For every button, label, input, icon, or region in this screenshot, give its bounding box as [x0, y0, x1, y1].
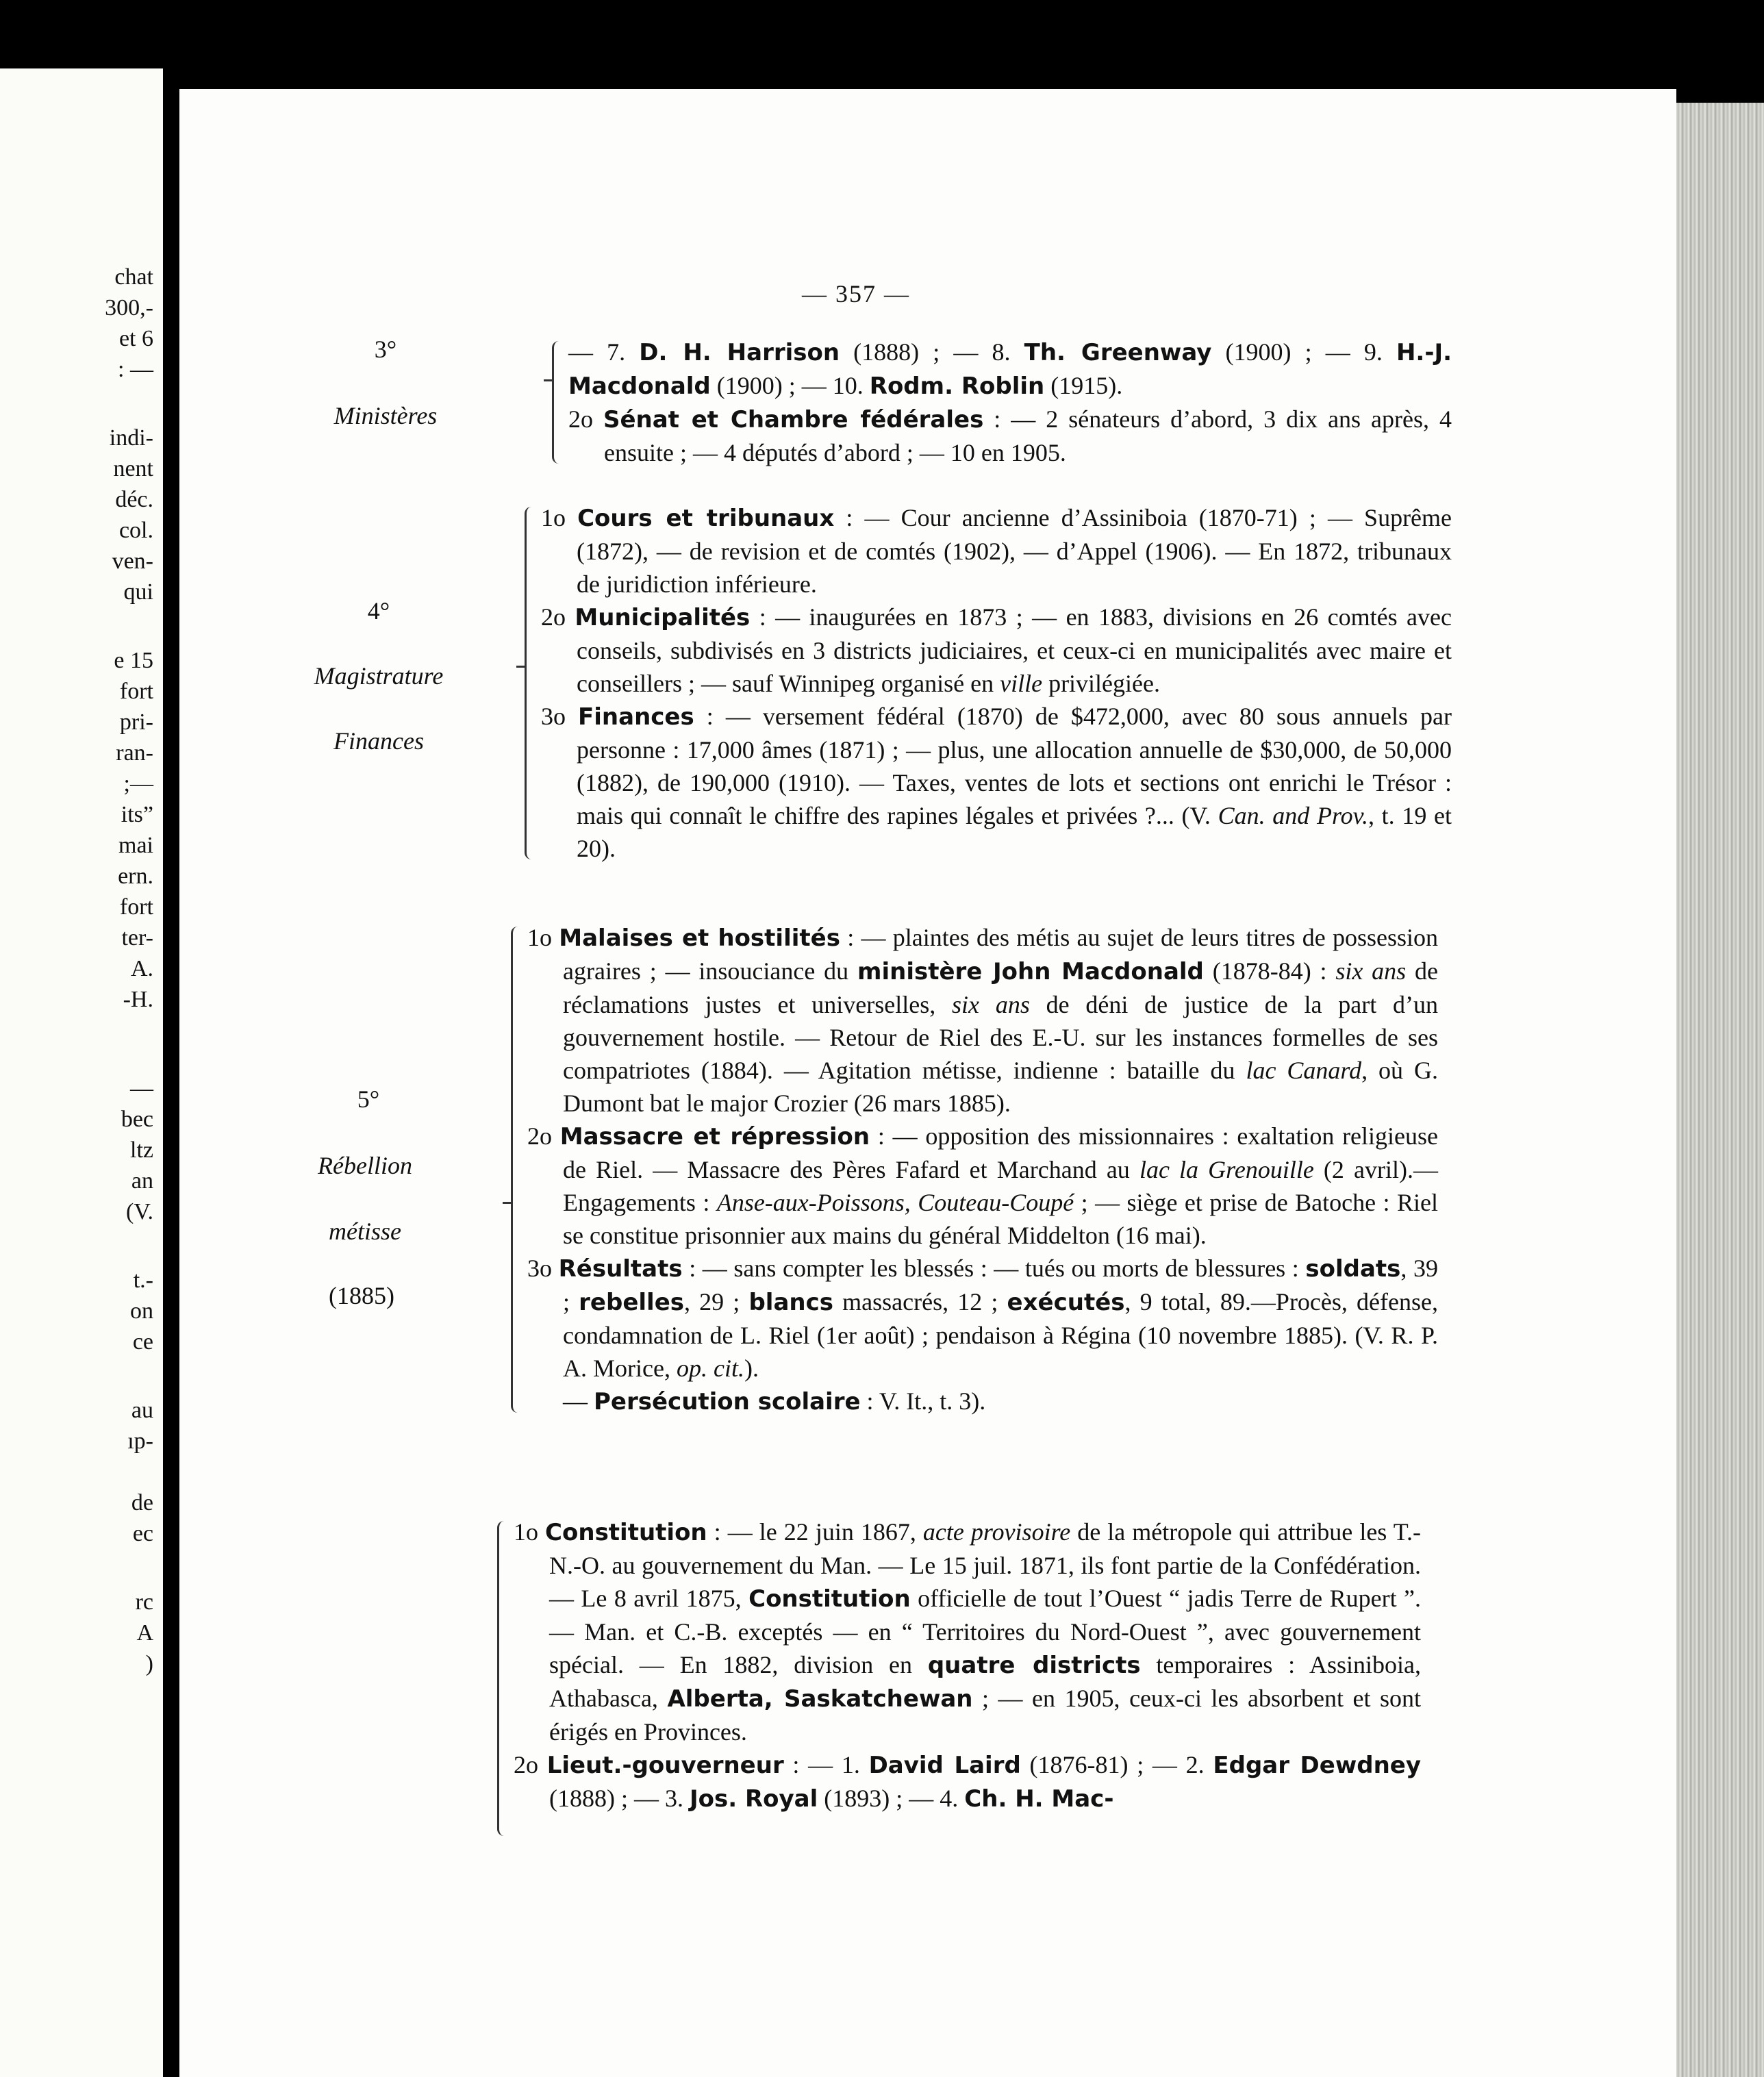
left-page-line: ;—: [123, 771, 153, 796]
left-page-line: A.: [130, 956, 153, 981]
magistrature-number: 4°: [367, 597, 390, 625]
left-page-line: -H.: [123, 987, 153, 1012]
finances-p3: 3o Finances : — versement fédéral (1870) de $472,000, avec 80 sous annuels par personne : 17,000 âmes (1871) ; — plus, une allocation annuelle de $30,000, de 50,000 (1882), de 190,000 (1910). — Taxes, ventes de lots et sections ont enrichi le Trésor : mais qui connaît le chiffre des rapines légales et privées ?... (V. Can. and Prov., t. 19 et 20).: [541, 703, 1452, 862]
ministeres-label: Ministères: [333, 402, 438, 429]
left-page-line: nent: [113, 456, 153, 481]
magistrature-p2: 2o Municipalités : — inaugurées en 1873 ; — en 1883, divisions en 26 comtés avec conseils, subdivisés en 3 districts judiciaires, et ceux-ci en municipalités avec maire et conseillers ; — sauf Winnipeg organisé en ville privilégiée.: [541, 603, 1452, 697]
magistrature-p1: 1o Cours et tribunaux : — Cour ancienne d’Assiniboia (1870-71) ; — Suprême (1872), — de revision et de comtés (1902), — d’Appel (1906). — En 1872, tribunaux de juridiction inférieure.: [541, 504, 1452, 598]
metisse-label: métisse: [329, 1218, 401, 1245]
section-ministeres: [568, 336, 1452, 469]
finances-label: Finances: [333, 727, 424, 755]
page-edge-stack: [1676, 103, 1764, 2077]
left-page-line: ter-: [121, 925, 153, 951]
left-page-line: de: [131, 1490, 153, 1515]
rebellion-p1: 1o Malaises et hostilités : — plaintes des métis au sujet de leurs titres de possession agraires ; — insouciance du ministère John Macdonald (1878-84) : six ans de réclamations justes et universelles, six ans de déni de justice de la part d’un gouvernement hostile. — Retour de Riel des E.-U. sur les instances formelles de ses compatriotes (1884). — Agitation métisse, indienne : bataille du lac Canard, où G. Dumont bat le major Crozier (26 mars 1885).: [527, 924, 1439, 1117]
left-page-line: au: [131, 1398, 153, 1423]
left-page-line: A: [136, 1620, 153, 1646]
left-page-line: ven-: [112, 549, 153, 574]
left-page-line: its”: [121, 802, 153, 827]
left-page-line: pri-: [119, 709, 153, 735]
left-page-line: 300,-: [105, 295, 153, 320]
left-page-line: ltz: [130, 1137, 153, 1163]
left-page-line: col.: [118, 518, 153, 543]
rebellion-p3: 3o Résultats : — sans compter les blessés : — tués ou morts de blessures : soldats, 39 ; rebelles, 29 ; blancs massacrés, 12 ; exécutés, 9 total, 89.—Procès, défense, condamnation de L. Riel (1er août) ; pendaison à Régina (10 novembre 1885). (V. R. P. A. Morice, op. cit.).: [527, 1255, 1438, 1382]
ministeres-p1: — 7. D. H. Harrison (1888) ; — 8. Th. Greenway (1900) ; — 9. H.-J. Macdonald (1900) ; — 10. Rodm. Roblin (1915).: [568, 338, 1452, 400]
left-page-line: mai: [118, 833, 153, 858]
left-page-line: ec: [132, 1521, 153, 1546]
left-page-line: qui: [123, 579, 153, 605]
left-page-line: (V.: [126, 1199, 153, 1224]
rebellion-p2: 2o Massacre et répression : — opposition des missionnaires : exaltation religieuse de Riel. — Massacre des Pères Fafard et Marchand au lac la Grenouille (2 avril).— Engagements : Anse-aux-Poissons, Couteau-Coupé ; — siège et prise de Batoche : Riel se constitue prisonnier aux mains du général Middelton (16 mai).: [527, 1122, 1439, 1249]
left-page-line: ): [145, 1651, 153, 1676]
section-rebellion: [527, 921, 1438, 1418]
left-page-line: an: [131, 1168, 153, 1194]
rebellion-p4: — Persécution scolaire : V. It., t. 3).: [563, 1387, 986, 1415]
left-page-line: ce: [132, 1329, 153, 1355]
left-page-line: bec: [121, 1107, 153, 1132]
left-page-line: t.-: [133, 1268, 153, 1293]
left-page-line: ran-: [116, 740, 153, 766]
lieut-gouverneur-p2: 2o Lieut.-gouverneur : — 1. David Laird (1876-81) ; — 2. Edgar Dewdney (1888) ; — 3. Jos. Royal (1893) ; — 4. Ch. H. Mac-: [514, 1751, 1421, 1813]
brace: [552, 341, 559, 464]
section-magistrature-finances: [541, 501, 1452, 865]
left-page-fragment: [0, 68, 163, 2077]
rebellion-label: Rébellion: [318, 1152, 412, 1179]
page-number: — 357 —: [802, 280, 910, 307]
left-page-line: fort: [119, 679, 153, 704]
brace: [525, 507, 532, 859]
rebellion-number: 5°: [357, 1085, 380, 1113]
brace: [497, 1521, 505, 1836]
left-page-line: rc: [135, 1589, 153, 1615]
ministeres-number: 3°: [374, 336, 397, 363]
left-page-line: déc.: [115, 487, 153, 512]
left-page-line: e 15: [114, 648, 153, 673]
left-page-line: ern.: [118, 864, 153, 889]
left-page-line: indi-: [109, 425, 153, 451]
left-page-line: : —: [118, 357, 153, 382]
brace: [511, 927, 518, 1413]
left-page-line: ıp-: [127, 1428, 153, 1454]
left-page-line: fort: [119, 894, 153, 920]
magistrature-label: Magistrature: [314, 662, 444, 690]
left-page-line: —: [130, 1076, 153, 1101]
constitution-p1: 1o Constitution : — le 22 juin 1867, acte provisoire de la métropole qui attribue les T.-N.-O. au gouvernement du Man. — Le 15 juil. 1871, ils font partie de la Confédération. — Le 8 avril 1875, Constitution officielle de tout l’Ouest “ jadis Terre de Rupert ”. — Man. et C.-B. exceptés — en “ Territoires du Nord-Ouest ”, avec gouvernement spécial. — En 1882, division en quatre districts temporaires : Assiniboia, Athabasca, Alberta, Saskatchewan ; — en 1905, ceux-ci les absorbent et sont érigés en Provinces.: [514, 1518, 1422, 1746]
section-constitution: [514, 1515, 1421, 1815]
left-page-line: et 6: [118, 326, 153, 351]
left-page-line: on: [130, 1298, 153, 1324]
rebellion-year: (1885): [329, 1282, 394, 1309]
left-page-line: chat: [114, 264, 153, 290]
book-gutter: [163, 82, 179, 2077]
ministeres-p2: 2o Sénat et Chambre fédérales : — 2 sénateurs d’abord, 3 dix ans après, 4 ensuite ; — 4 députés d’abord ; — 10 en 1905.: [568, 405, 1452, 466]
